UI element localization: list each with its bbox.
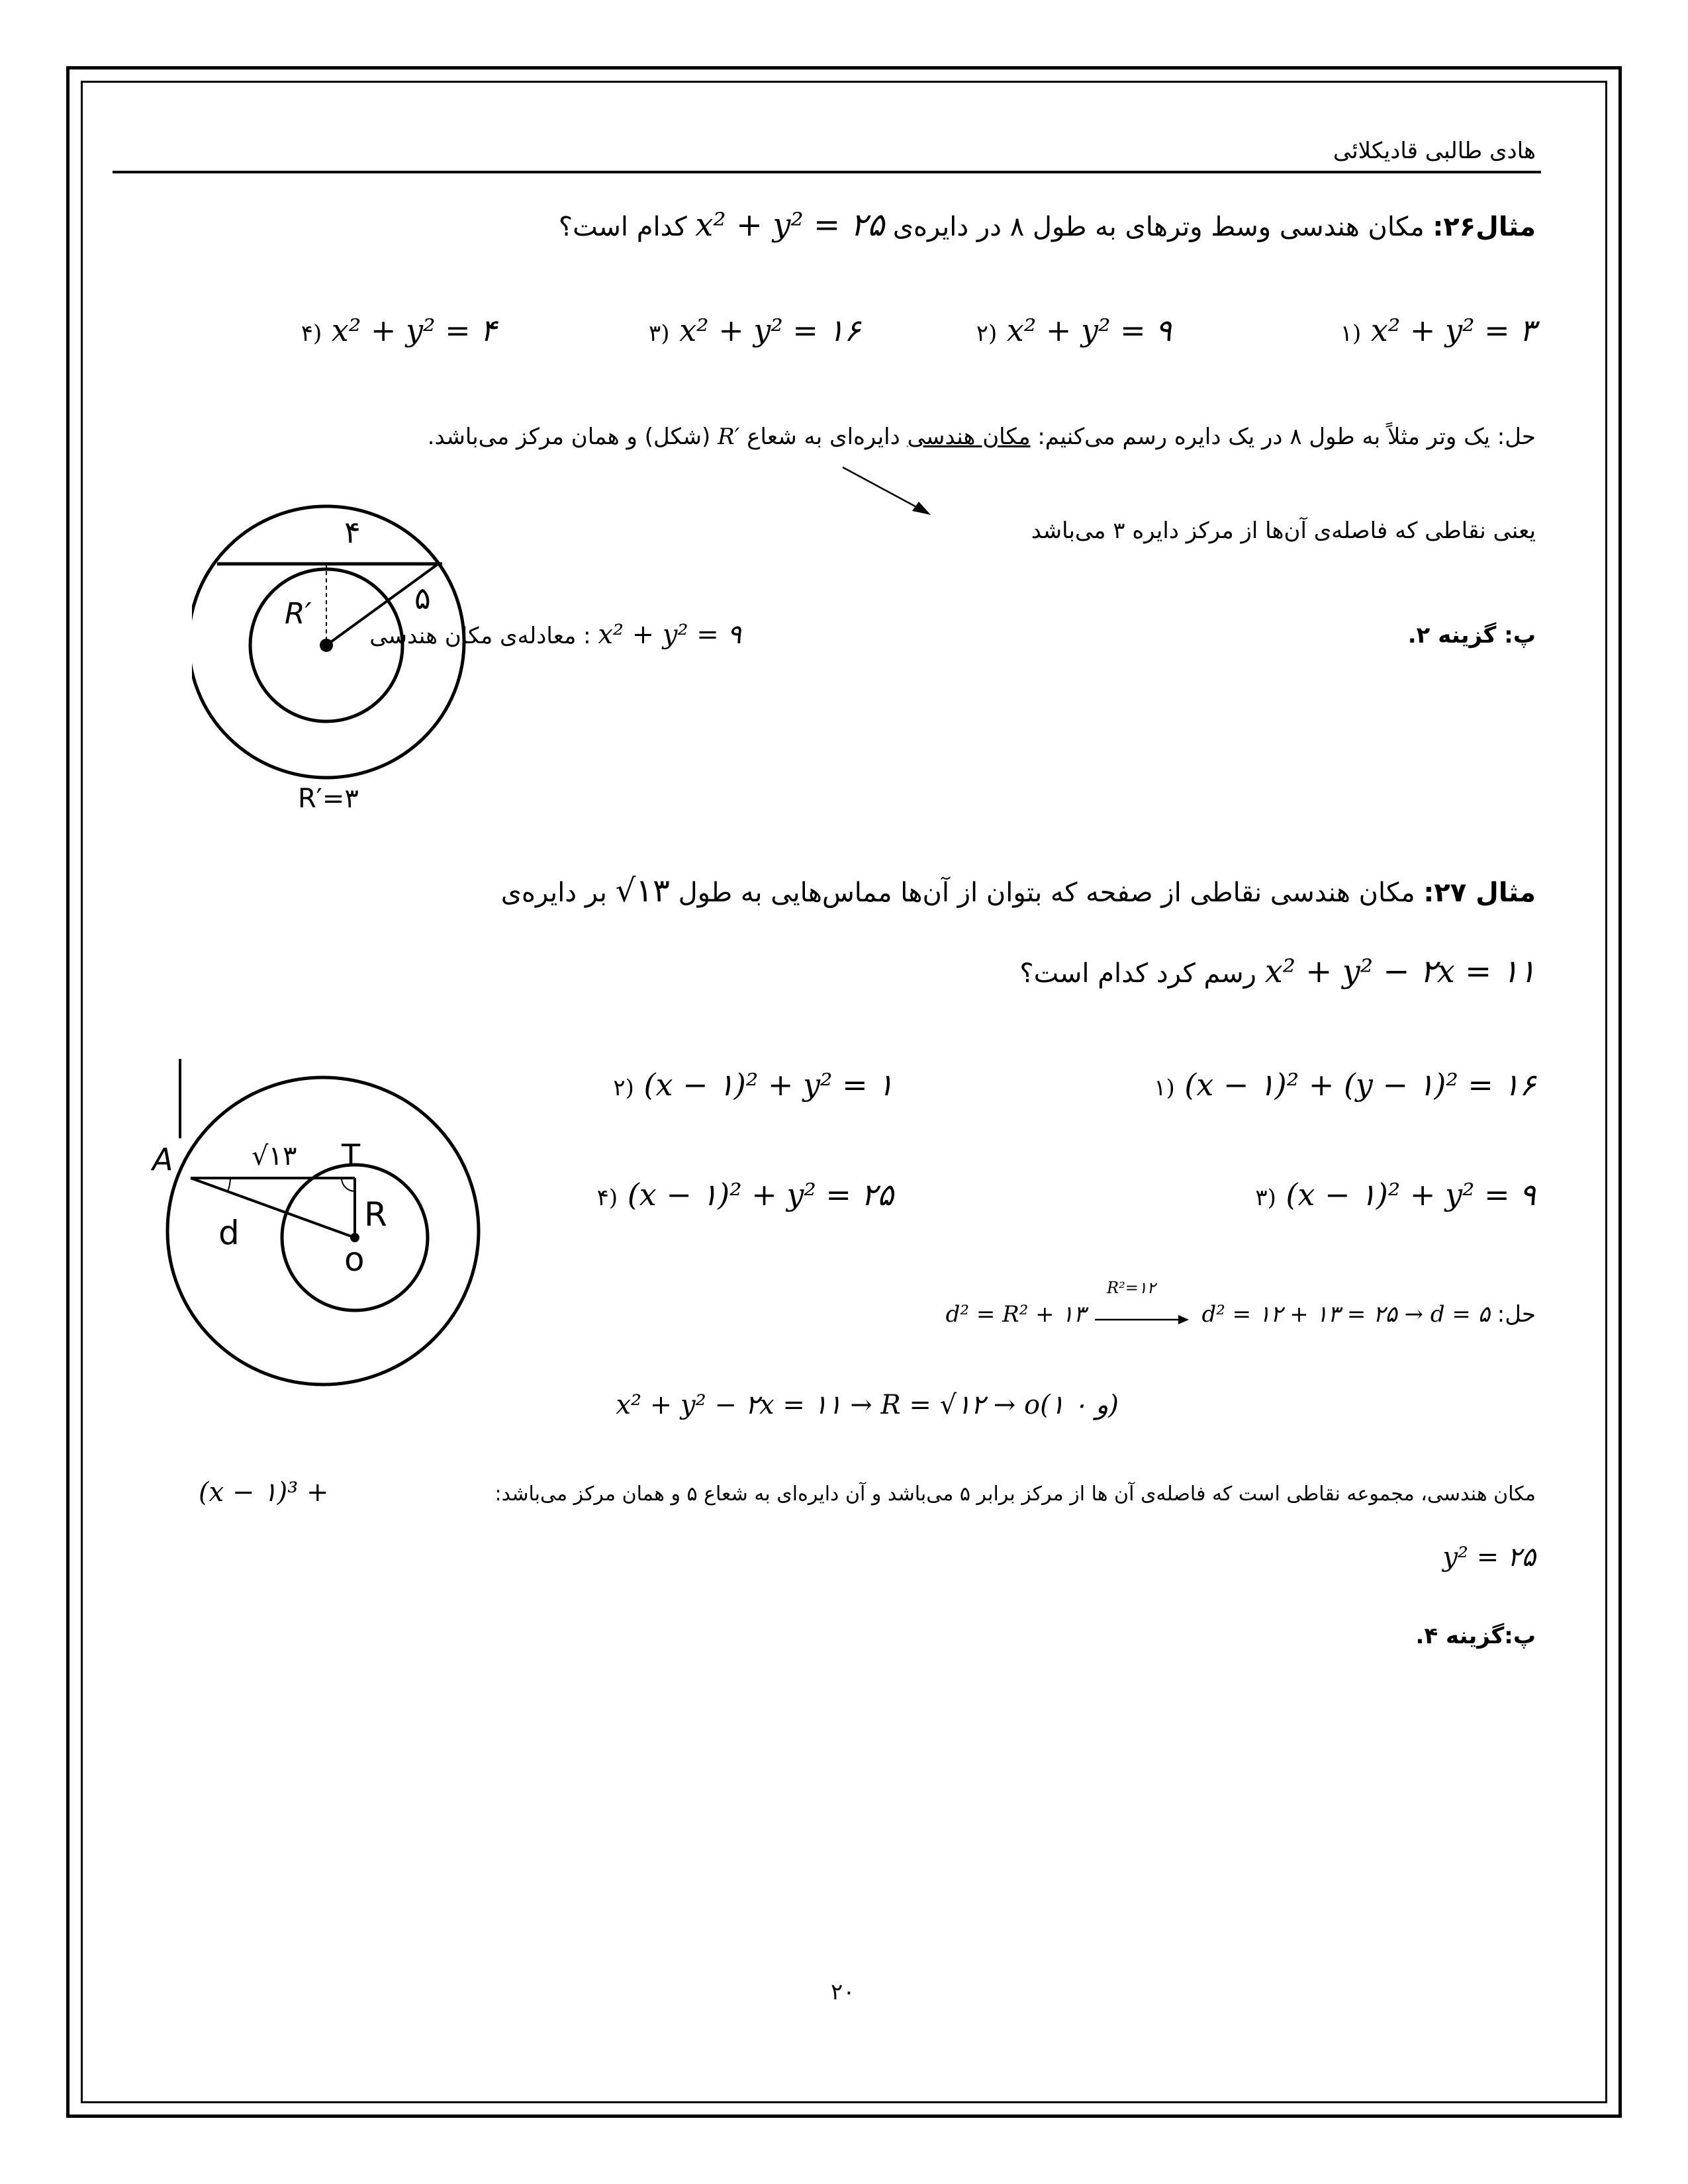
option-number: ۳): [649, 320, 670, 347]
distance-segment: [191, 1178, 355, 1238]
conclusion-eq-a: (x − ۱)³ +: [199, 1477, 329, 1508]
option-number: ۳): [1255, 1185, 1276, 1211]
arrow-label: R²=۱۲: [1107, 1279, 1156, 1297]
ex26-option-3[interactable]: [649, 312, 861, 348]
solution-line2: x² + y² − ۲x = ۱۱ → R = √۱۲ → o(۱ و ۰): [616, 1390, 1119, 1420]
option-number: ۱): [1340, 320, 1362, 347]
ex27-line2-tail: رسم کرد کدام است؟: [1019, 958, 1265, 989]
ex27-figure: [146, 1052, 503, 1403]
solution-label: حل:: [1489, 1301, 1536, 1328]
header-rule: [113, 171, 1541, 173]
chord-label: ۴: [344, 514, 361, 550]
option-expression: x² + y² = ۱۶: [679, 312, 861, 348]
ex27-conclusion-eq-b: [1442, 1542, 1536, 1572]
ex26-note: یعنی نقاطی که فاصله‌ی آن‌ها از مرکز دایره ۳ می‌باشد: [1031, 518, 1536, 544]
ex27-text: مکان هندسی نقاطی از صفحه که بتوان از آن‌ها مماس‌هایی به طول: [669, 878, 1424, 908]
ex27-solution-line1: [1201, 1301, 1536, 1328]
point-t-label: T: [342, 1138, 361, 1173]
ex26-text: مکان هندسی وسط وترهای به طول ۸ در دایره‌ی: [884, 212, 1433, 242]
ex27-solution-arrow-part: [1092, 1279, 1192, 1334]
option-expression: x² + y² = ۴: [331, 312, 496, 348]
solution-step-a: d² = R² + ۱۳: [945, 1301, 1086, 1328]
ex26-label: مثال۲۶:: [1432, 212, 1536, 242]
option-number: ۲): [613, 1075, 634, 1101]
ex27-option-4[interactable]: [597, 1177, 894, 1212]
option-expression: (x − ۱)² + (y − ۱)² = ۱۶: [1184, 1067, 1536, 1103]
header-author: هادی طالبی قادیکلائی: [1333, 138, 1536, 164]
option-number: ۴): [301, 320, 322, 347]
conclusion-eq-b: y² = ۲۵: [1442, 1542, 1536, 1572]
ex26-solution: [428, 424, 1536, 450]
ex27-option-1[interactable]: [1154, 1067, 1536, 1103]
point-a-label: A: [152, 1142, 173, 1177]
ex27-answer: پ:گزینه ۴.: [1415, 1623, 1536, 1649]
radius-label: ۵: [414, 580, 431, 616]
o-label: o: [344, 1240, 365, 1279]
ex26-question: [559, 206, 1536, 244]
solution-text-a: حل: یک وتر مثلاً به طول ۸ در یک دایره رسم می‌کنیم:: [1030, 424, 1536, 450]
ex26-option-2[interactable]: [976, 312, 1172, 348]
ex26-figure: [192, 503, 470, 814]
ex26-option-4[interactable]: [301, 312, 496, 348]
ex27-question-line2: [1019, 953, 1536, 990]
ex27-conclusion: [494, 1482, 1536, 1506]
option-number: ۲): [976, 320, 998, 347]
tangent-length-label: √۱۳: [252, 1141, 297, 1171]
angle-arc-a: [228, 1178, 230, 1191]
implies-arrow: [1092, 1279, 1192, 1328]
solution-underlined: مکان هندسی: [907, 424, 1031, 450]
solution-r-prime: R′: [718, 424, 740, 450]
r-label: R: [364, 1195, 387, 1234]
option-expression: x² + y² = ۹: [1006, 312, 1172, 348]
outer-circle: [167, 1077, 479, 1385]
right-angle-arc: [342, 1178, 355, 1191]
ex27-text-tail: بر دایره‌ی: [500, 878, 616, 908]
ex27-solution-step-a: [946, 1301, 1086, 1328]
ex27-label: مثال ۲۷:: [1423, 878, 1536, 908]
ex26-tail: کدام است؟: [558, 212, 696, 242]
ex27-option-3[interactable]: [1255, 1177, 1536, 1212]
d-label: d: [218, 1214, 240, 1252]
ex27-conclusion-eq-a: [199, 1477, 328, 1508]
page-number: ۲۰: [831, 1979, 855, 2005]
option-number: ۴): [596, 1185, 618, 1211]
option-expression: (x − ۱)² + y² = ۲۵: [627, 1177, 894, 1212]
solution-step-b: d² = ۱۲ + ۱۳ = ۲۵ → d = ۵: [1201, 1301, 1490, 1328]
locus-label: : معادله‌ی مکان هندسی: [369, 623, 598, 649]
solution-text-b: دایره‌ای به شعاع: [739, 424, 908, 450]
center-dot: [320, 639, 333, 652]
figure-caption: R′=۳: [298, 784, 359, 814]
conclusion-text: مکان هندسی، مجموعه نقاطی است که فاصله‌ی آن ها از مرکز برابر ۵ می‌باشد و آن دایره‌ای به شعاع ۵ و همان مرکز می‌باشد:: [494, 1482, 1536, 1506]
option-expression: (x − ۱)² + y² = ۹: [1286, 1177, 1536, 1212]
option-expression: x² + y² = ۳: [1370, 312, 1536, 348]
solution-text-c: (شکل) و همان مرکز می‌باشد.: [427, 424, 718, 450]
option-number: ۱): [1154, 1075, 1175, 1101]
ex26-option-1[interactable]: [1340, 312, 1536, 348]
note-arrow: [841, 463, 933, 516]
option-expression: (x − ۱)² + y² = ۱: [643, 1067, 894, 1103]
locus-equation: x² + y² = ۹: [598, 619, 741, 650]
inner-radius-label: R′: [285, 597, 312, 631]
ex27-sqrt13: √۱۳: [615, 872, 670, 909]
ex27-question-line1: [501, 872, 1536, 909]
ex27-equation: x² + y² − ۲x = ۱۱: [1264, 953, 1536, 990]
ex26-equation: x² + y² = ۲۵: [695, 206, 885, 244]
ex27-solution-line2: [616, 1390, 1119, 1420]
ex27-option-2[interactable]: [613, 1067, 894, 1103]
ex26-answer: پ: گزینه ۲.: [1407, 622, 1536, 649]
